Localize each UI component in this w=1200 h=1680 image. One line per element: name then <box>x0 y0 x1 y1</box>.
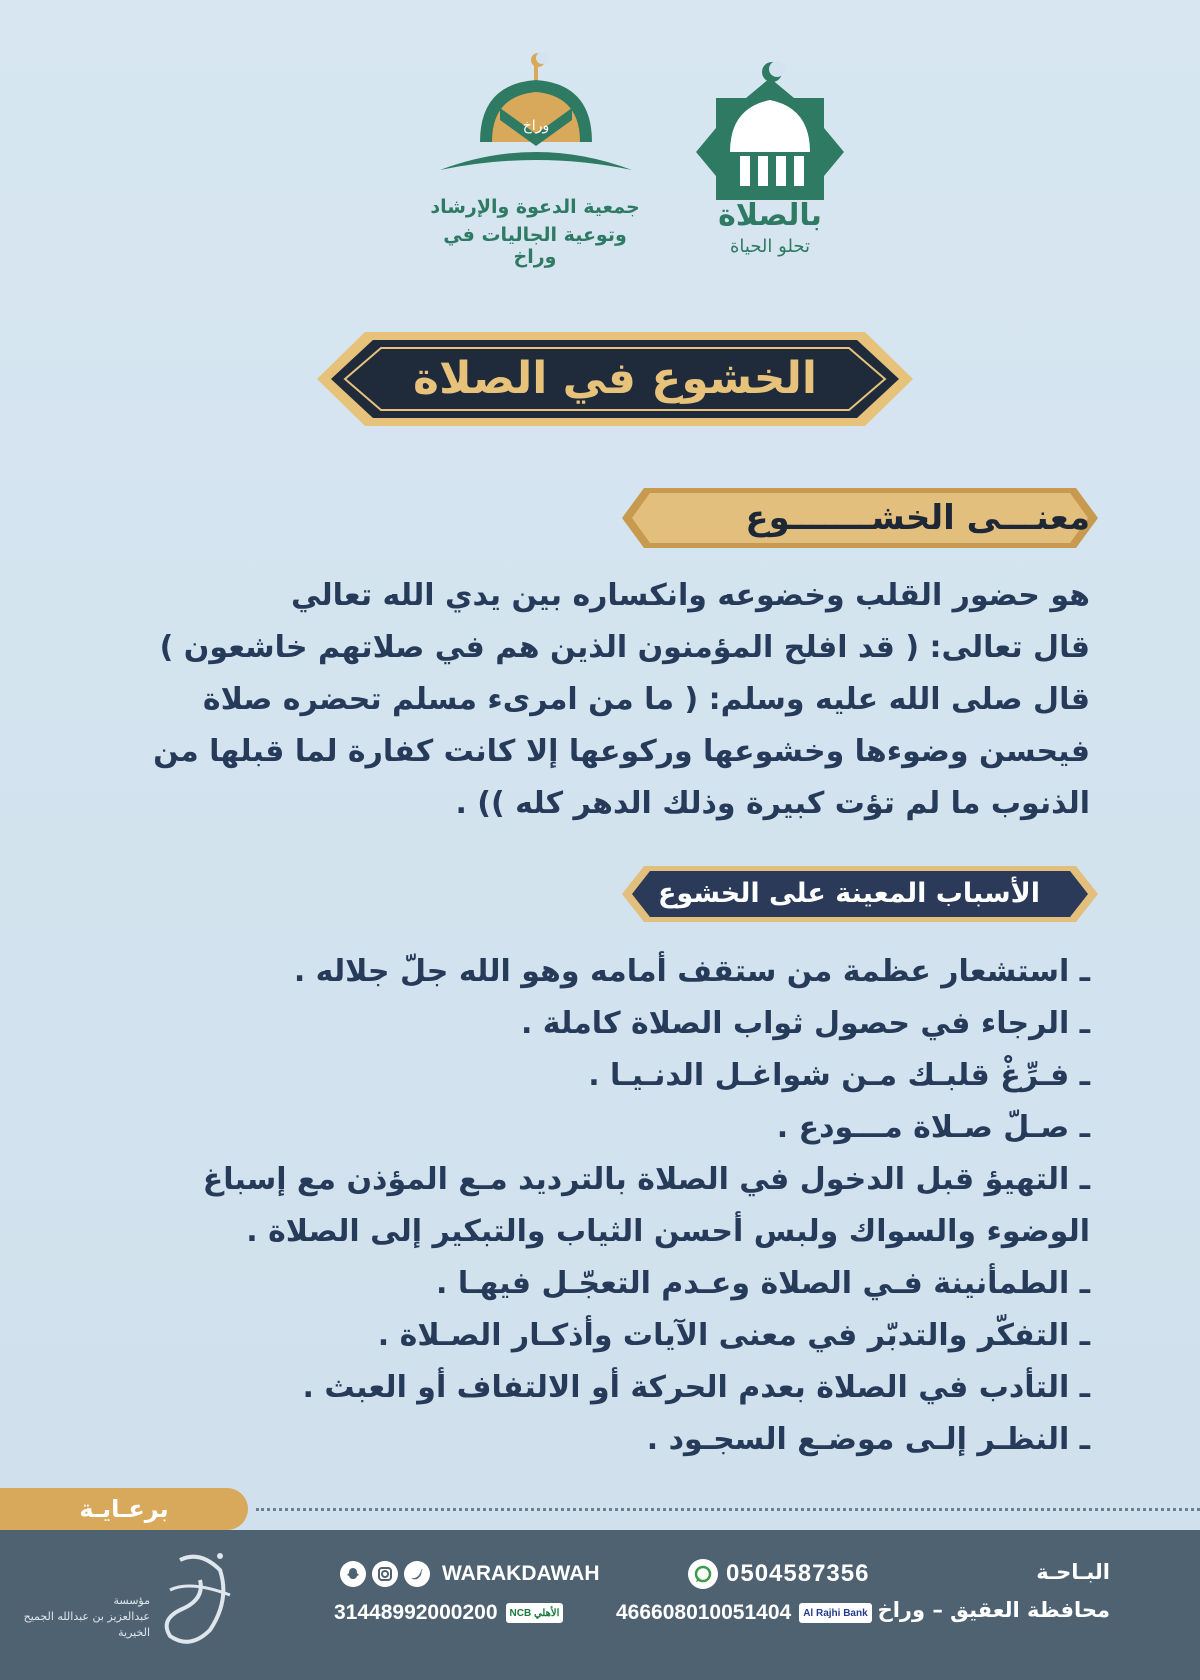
foundation-line1: مؤسسة <box>113 1594 150 1607</box>
whatsapp-contact <box>688 1558 869 1590</box>
sponsor-label: برعـايـة <box>0 1488 248 1530</box>
divider <box>256 1508 1200 1511</box>
foundation-logo <box>23 1540 260 1660</box>
campaign-logo <box>690 60 850 260</box>
location-region: البـاحـة <box>1036 1560 1110 1584</box>
association-name-line2: وتوعية الجاليات في وراخ <box>443 224 627 268</box>
meaning-definition: هو حضور القلب وخضوعه وانكساره بين يدي الله تعالي <box>291 578 1090 613</box>
association-name-line1: جمعية الدعوة والإرشاد <box>430 196 640 218</box>
rajhi-account-number: 466608010051404 <box>616 1601 792 1624</box>
social-handle[interactable]: WARAKDAWAH <box>442 1562 600 1585</box>
campaign-subtitle: تحلو الحياة <box>729 236 811 257</box>
page-title: الخشوع في الصلاة <box>412 353 818 404</box>
list-item: ـ فـرِّغْ قلبـك مـن شواغـل الدنـيـا . <box>588 1058 1090 1093</box>
list-item: ـ التأدب في الصلاة بعدم الحركة أو الالتفاف أو العبث . <box>302 1370 1090 1405</box>
ncb-badge-label: NCB الأهلي <box>509 1607 560 1619</box>
title-banner <box>315 318 915 440</box>
emblem-text: وراخ <box>522 118 550 134</box>
ncb-account-number: 31448992000200 <box>334 1601 498 1624</box>
foundation-line3: الخيرية <box>118 1626 150 1639</box>
social-links <box>340 1558 600 1590</box>
meaning-hadith: قال صلى الله عليه وسلم: ( ما من امرىء مسلم تحضره صلاة فيحسن وضوءها وخشوعها وركوعها إلا كانت كفارة لما قبلها من الذنوب ما لم تؤت كبيرة وذلك الدهر كله )) . <box>153 682 1090 821</box>
snapchat-icon[interactable] <box>340 1561 366 1587</box>
list-item: ـ استشعار عظمة من ستقف أمامه وهو الله جلّ جلاله . <box>293 954 1090 989</box>
campaign-title: بالصلاة <box>718 198 822 233</box>
dome-emblem-icon <box>420 50 650 190</box>
list-item: ـ التفكّر والتدبّر في معنى الآيات وأذكـار الصـلاة . <box>377 1318 1090 1353</box>
rajhi-account <box>616 1598 872 1628</box>
ncb-bank-badge <box>506 1603 564 1623</box>
causes-heading-banner <box>620 862 1100 926</box>
ncb-account <box>334 1598 563 1628</box>
meaning-heading-banner <box>620 484 1100 552</box>
list-item: ـ صـلّ صـلاة مـــودع . <box>776 1110 1090 1145</box>
list-item: ـ التهيؤ قبل الدخول في الصلاة بالترديد مـع المؤذن مع إسباغ الوضوء والسواك ولبس أحسن الثياب والتبكير إلى الصلاة . <box>202 1162 1090 1249</box>
causes-list <box>140 946 1090 1466</box>
list-item: ـ الرجاء في حصول ثواب الصلاة كاملة . <box>520 1006 1090 1041</box>
location-governorate: محافظة العقيق – وراخ <box>877 1598 1110 1622</box>
list-item: ـ الطمأنينة فـي الصلاة وعـدم التعجّـل فيهـا . <box>435 1266 1090 1301</box>
rajhi-badge-label: Al Rajhi Bank <box>803 1607 868 1619</box>
twitter-icon[interactable] <box>404 1561 430 1587</box>
instagram-icon[interactable] <box>372 1561 398 1587</box>
causes-heading: الأسباب المعينة على الخشوع <box>657 878 1040 909</box>
mosque-star-icon <box>690 60 850 200</box>
meaning-heading: معنـــى الخشـــــــوع <box>745 498 1090 538</box>
phone-number[interactable]: 0504587356 <box>726 1560 870 1587</box>
meaning-quran-verse: قال تعالى: ( قد افلح المؤمنون الذين هم في صلاتهم خاشعون ) <box>159 630 1090 665</box>
list-item: ـ النظـر إلـى موضـع السجـود . <box>646 1422 1090 1457</box>
meaning-text <box>110 570 1090 830</box>
foundation-line2: عبدالعزيز بن عبدالله الجميح <box>23 1610 150 1623</box>
whatsapp-icon[interactable] <box>688 1559 718 1589</box>
association-logo <box>420 50 650 268</box>
